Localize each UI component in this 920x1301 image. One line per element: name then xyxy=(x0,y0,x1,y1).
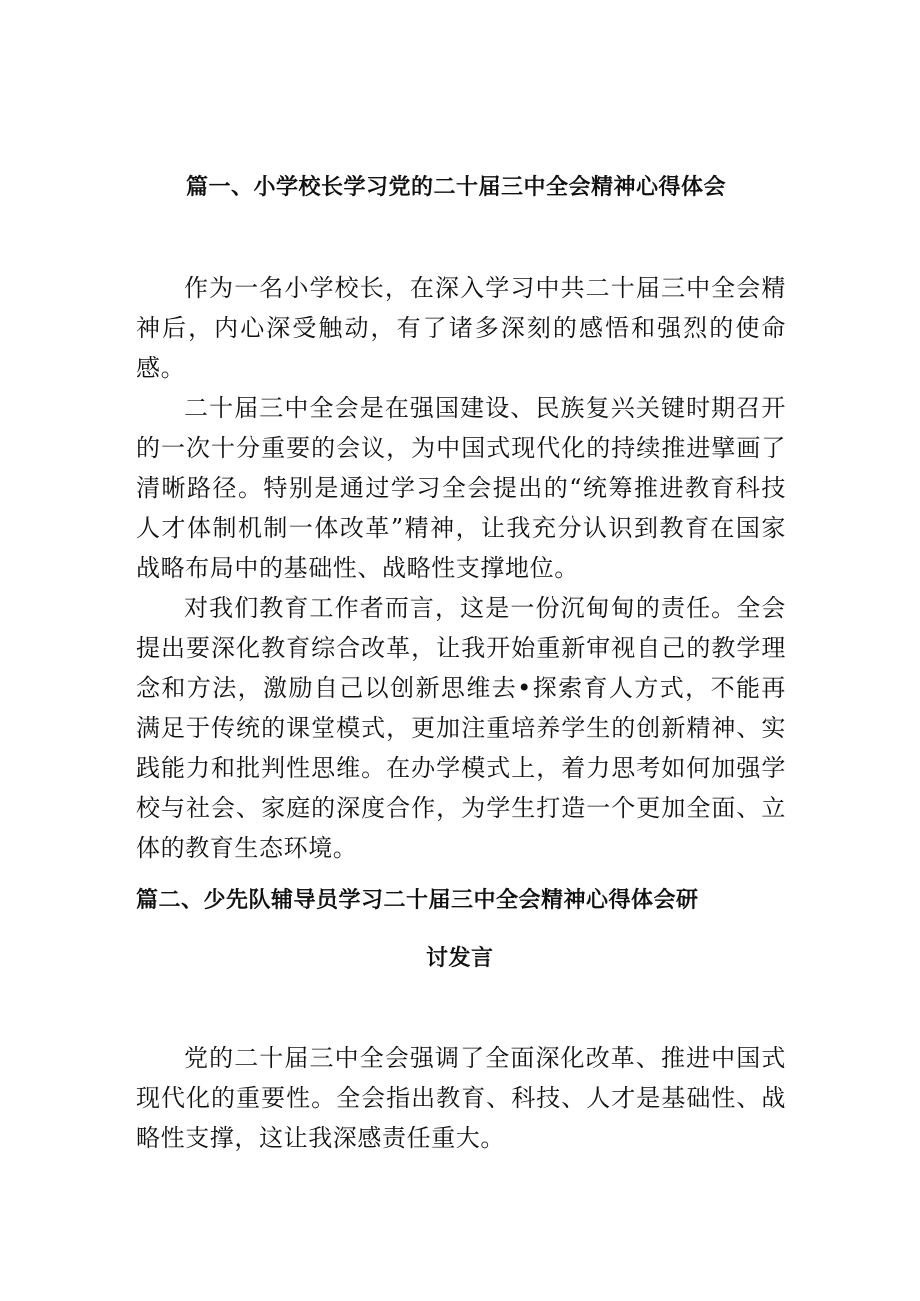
section-1-body xyxy=(136,268,786,868)
section-2-paragraph-1: 党的二十届三中全会强调了全面深化改革、推进中国式现代化的重要性。全会指出教育、科技、人才是基础性、战略性支撑，这让我深感责任重大。 xyxy=(136,1044,786,1152)
section-1-paragraph-3: 对我们教育工作者而言，这是一份沉甸甸的责任。全会提出要深化教育综合改革，让我开始重新审视自己的教学理念和方法，激励自己以创新思维去•探索育人方式，不能再满足于传统的课堂模式，更加注重培养学生的创新精神、实践能力和批判性思维。在办学模式上，着力思考如何加强学校与社会、家庭的深度合作，为学生打造一个更加全面、立体的教育生态环境。 xyxy=(136,594,786,862)
section-2-body xyxy=(136,1038,786,1158)
section-1-title: 篇一、小学校长学习党的二十届三中全会精神心得体会 xyxy=(186,174,727,200)
section-1-paragraph-1: 作为一名小学校长，在深入学习中共二十届三中全会精神后，内心深受触动，有了诸多深刻的感悟和强烈的使命感。 xyxy=(136,274,786,382)
section-2-title-line-2: 讨发言 xyxy=(426,945,494,971)
section-1-paragraph-2: 二十届三中全会是在强国建设、民族复兴关键时期召开的一次十分重要的会议，为中国式现代化的持续推进擘画了清晰路径。特别是通过学习全会提出的“统筹推进教育科技人才体制机制一体改革”精神，让我充分认识到教育在国家战略布局中的基础性、战略性支撑地位。 xyxy=(136,394,786,582)
section-2-title-line-1: 篇二、少先队辅导员学习二十届三中全会精神心得体会研 xyxy=(136,887,699,913)
